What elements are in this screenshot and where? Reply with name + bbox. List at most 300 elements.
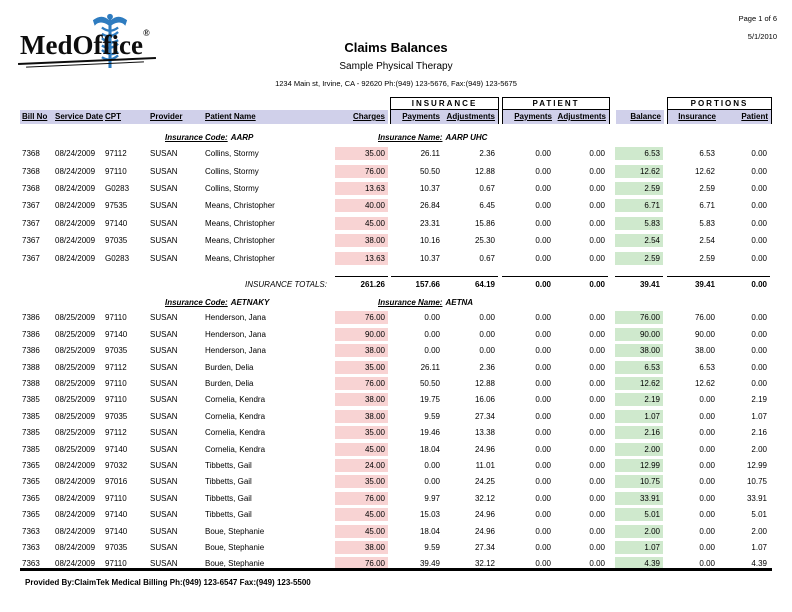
cell-pat-payments: 0.00 bbox=[535, 218, 551, 228]
cell-patient-name: Henderson, Jana bbox=[205, 313, 266, 323]
cell-portion-insurance: 90.00 bbox=[694, 329, 715, 339]
cell-cpt: G0283 bbox=[105, 183, 130, 193]
cell-patient-name: Burden, Delia bbox=[205, 378, 254, 388]
cell-pat-adjustments: 0.00 bbox=[589, 236, 605, 246]
cell-balance: 38.00 bbox=[615, 344, 663, 357]
cell-portion-patient: 0.00 bbox=[751, 378, 767, 388]
cell-pat-adjustments: 0.00 bbox=[589, 559, 605, 569]
cell-pat-payments: 0.00 bbox=[535, 510, 551, 520]
cell-charges: 45.00 bbox=[335, 217, 388, 230]
cell-bill-no: 7368 bbox=[22, 149, 40, 159]
cell-ins-payments: 0.00 bbox=[424, 329, 440, 339]
cell-charges: 35.00 bbox=[335, 147, 388, 160]
cell-pat-payments: 0.00 bbox=[535, 362, 551, 372]
cell-balance: 12.62 bbox=[615, 377, 663, 390]
cell-ins-payments: 18.04 bbox=[419, 444, 440, 454]
cell-patient-name: Cornelia, Kendra bbox=[205, 444, 266, 454]
cell-balance: 2.54 bbox=[615, 234, 663, 247]
cell-pat-adjustments: 0.00 bbox=[589, 378, 605, 388]
cell-service-date: 08/25/2009 bbox=[55, 428, 96, 438]
cell-ins-payments: 0.00 bbox=[424, 346, 440, 356]
cell-pat-payments: 0.00 bbox=[535, 395, 551, 405]
cell-ins-payments: 39.49 bbox=[419, 559, 440, 569]
insurance-code bbox=[165, 298, 269, 307]
col-header-portion-patient: Patient bbox=[719, 110, 771, 124]
cell-pat-payments: 0.00 bbox=[535, 460, 551, 470]
cell-patient-name: Means, Christopher bbox=[205, 201, 275, 211]
cell-service-date: 08/25/2009 bbox=[55, 378, 96, 388]
cell-bill-no: 7367 bbox=[22, 201, 40, 211]
cell-balance: 76.00 bbox=[615, 311, 663, 324]
col-header-ins-payments: Payments bbox=[391, 110, 443, 124]
cell-ins-payments: 0.00 bbox=[424, 313, 440, 323]
cell-pat-payments: 0.00 bbox=[535, 411, 551, 421]
cell-cpt: 97140 bbox=[105, 444, 128, 454]
cell-pat-payments: 0.00 bbox=[535, 559, 551, 569]
cell-bill-no: 7368 bbox=[22, 166, 40, 176]
cell-ins-adjustments: 24.96 bbox=[474, 444, 495, 454]
cell-charges: 76.00 bbox=[335, 311, 388, 324]
cell-provider: SUSAN bbox=[150, 526, 178, 536]
cell-cpt: 97035 bbox=[105, 542, 128, 552]
col-header-service-date: Service Date bbox=[55, 112, 104, 121]
cell-ins-adjustments: 12.88 bbox=[474, 378, 495, 388]
col-header-bill-no: Bill No bbox=[22, 112, 48, 121]
cell-patient-name: Tibbetts, Gail bbox=[205, 460, 252, 470]
cell-charges: 40.00 bbox=[335, 199, 388, 212]
cell-portion-insurance: 0.00 bbox=[699, 411, 715, 421]
insurance-code-label: Insurance Code: bbox=[165, 133, 228, 142]
cell-charges: 35.00 bbox=[335, 361, 388, 374]
table-row bbox=[20, 474, 772, 490]
cell-pat-adjustments: 0.00 bbox=[589, 183, 605, 193]
insurance-code-value: AETNAKY bbox=[230, 297, 270, 307]
cell-portion-patient: 0.00 bbox=[751, 329, 767, 339]
cell-ins-payments: 15.03 bbox=[419, 510, 440, 520]
cell-ins-payments: 23.31 bbox=[419, 218, 440, 228]
cell-balance: 10.75 bbox=[615, 475, 663, 488]
page-number: Page 1 of 6 bbox=[738, 14, 777, 23]
cell-balance: 5.01 bbox=[615, 508, 663, 521]
cell-pat-payments: 0.00 bbox=[535, 444, 551, 454]
cell-ins-payments: 50.50 bbox=[419, 378, 440, 388]
cell-charges: 24.00 bbox=[335, 459, 388, 472]
cell-patient-name: Henderson, Jana bbox=[205, 329, 266, 339]
cell-balance: 4.39 bbox=[615, 557, 663, 570]
cell-patient-name: Collins, Stormy bbox=[205, 183, 259, 193]
cell-balance: 12.99 bbox=[615, 459, 663, 472]
cell-balance: 6.53 bbox=[615, 361, 663, 374]
total-pat-adjustments: 0.00 bbox=[554, 276, 608, 289]
insurance-totals-label: INSURANCE TOTALS: bbox=[245, 279, 327, 289]
cell-provider: SUSAN bbox=[150, 510, 178, 520]
insurance-code bbox=[165, 133, 253, 142]
cell-provider: SUSAN bbox=[150, 166, 178, 176]
cell-provider: SUSAN bbox=[150, 313, 178, 323]
cell-charges: 90.00 bbox=[335, 328, 388, 341]
cell-provider: SUSAN bbox=[150, 460, 178, 470]
cell-provider: SUSAN bbox=[150, 559, 178, 569]
cell-cpt: 97140 bbox=[105, 329, 128, 339]
cell-cpt: 97035 bbox=[105, 236, 128, 246]
cell-portion-insurance: 0.00 bbox=[699, 395, 715, 405]
cell-portion-insurance: 0.00 bbox=[699, 477, 715, 487]
cell-cpt: 97110 bbox=[105, 493, 127, 503]
cell-pat-adjustments: 0.00 bbox=[589, 218, 605, 228]
table-row bbox=[20, 162, 772, 179]
cell-pat-adjustments: 0.00 bbox=[589, 395, 605, 405]
cell-provider: SUSAN bbox=[150, 493, 178, 503]
cell-patient-name: Means, Christopher bbox=[205, 218, 275, 228]
cell-portion-insurance: 6.53 bbox=[699, 149, 715, 159]
cell-pat-adjustments: 0.00 bbox=[589, 444, 605, 454]
cell-balance: 2.59 bbox=[615, 252, 663, 265]
cell-balance: 2.19 bbox=[615, 393, 663, 406]
medoffice-logo bbox=[16, 12, 166, 70]
cell-provider: SUSAN bbox=[150, 346, 178, 356]
cell-pat-payments: 0.00 bbox=[535, 542, 551, 552]
cell-patient-name: Boue, Stephanie bbox=[205, 542, 265, 552]
table-header bbox=[20, 97, 772, 124]
cell-ins-payments: 26.84 bbox=[419, 201, 440, 211]
cell-balance: 2.16 bbox=[615, 426, 663, 439]
cell-ins-adjustments: 0.00 bbox=[479, 346, 495, 356]
cell-patient-name: Tibbetts, Gail bbox=[205, 493, 252, 503]
registered-mark: ® bbox=[142, 28, 150, 38]
cell-cpt: 97110 bbox=[105, 395, 127, 405]
table-row bbox=[20, 506, 772, 522]
cell-ins-adjustments: 13.38 bbox=[474, 428, 495, 438]
cell-ins-payments: 10.37 bbox=[419, 183, 440, 193]
cell-ins-adjustments: 15.86 bbox=[474, 218, 495, 228]
cell-service-date: 08/25/2009 bbox=[55, 329, 96, 339]
cell-ins-adjustments: 12.88 bbox=[474, 166, 495, 176]
cell-charges: 35.00 bbox=[335, 475, 388, 488]
cell-pat-payments: 0.00 bbox=[535, 149, 551, 159]
footer-divider bbox=[20, 568, 772, 571]
insurance-code-label: Insurance Code: bbox=[165, 297, 228, 307]
cell-ins-payments: 18.04 bbox=[419, 526, 440, 536]
cell-pat-adjustments: 0.00 bbox=[589, 346, 605, 356]
cell-provider: SUSAN bbox=[150, 236, 178, 246]
table-row bbox=[20, 310, 772, 326]
portions-group-header bbox=[667, 97, 772, 124]
total-charges: 261.26 bbox=[335, 276, 388, 289]
total-ins-adjustments: 64.19 bbox=[443, 276, 498, 289]
cell-bill-no: 7363 bbox=[22, 559, 40, 569]
cell-service-date: 08/25/2009 bbox=[55, 444, 96, 454]
table-row bbox=[20, 523, 772, 539]
table-row bbox=[20, 424, 772, 440]
cell-provider: SUSAN bbox=[150, 218, 178, 228]
cell-provider: SUSAN bbox=[150, 428, 178, 438]
cell-pat-adjustments: 0.00 bbox=[589, 411, 605, 421]
cell-pat-payments: 0.00 bbox=[535, 201, 551, 211]
table-row bbox=[20, 326, 772, 342]
cell-ins-payments: 26.11 bbox=[420, 362, 440, 372]
cell-charges: 38.00 bbox=[335, 344, 388, 357]
cell-service-date: 08/24/2009 bbox=[55, 236, 96, 246]
cell-pat-payments: 0.00 bbox=[535, 526, 551, 536]
cell-ins-adjustments: 24.25 bbox=[474, 477, 495, 487]
practice-address: 1234 Main st, Irvine, CA - 92620 Ph:(949) 123-5676, Fax:(949) 123-5675 bbox=[275, 79, 517, 88]
patient-group-title: PATIENT bbox=[503, 98, 609, 110]
cell-provider: SUSAN bbox=[150, 411, 178, 421]
cell-portion-patient: 0.00 bbox=[751, 166, 767, 176]
cell-patient-name: Means, Christopher bbox=[205, 236, 275, 246]
cell-pat-adjustments: 0.00 bbox=[589, 510, 605, 520]
cell-charges: 38.00 bbox=[335, 410, 388, 423]
cell-cpt: 97110 bbox=[105, 378, 127, 388]
cell-cpt: 97112 bbox=[105, 428, 127, 438]
table-row bbox=[20, 249, 772, 266]
cell-portion-insurance: 2.59 bbox=[699, 183, 715, 193]
cell-patient-name: Burden, Delia bbox=[205, 362, 254, 372]
cell-pat-adjustments: 0.00 bbox=[589, 493, 605, 503]
cell-provider: SUSAN bbox=[150, 542, 178, 552]
cell-service-date: 08/25/2009 bbox=[55, 362, 96, 372]
cell-portion-insurance: 38.00 bbox=[694, 346, 715, 356]
cell-portion-insurance: 0.00 bbox=[699, 510, 715, 520]
cell-patient-name: Means, Christopher bbox=[205, 253, 275, 263]
cell-portion-patient: 2.00 bbox=[751, 444, 767, 454]
cell-service-date: 08/24/2009 bbox=[55, 149, 96, 159]
cell-ins-payments: 9.97 bbox=[424, 493, 440, 503]
cell-service-date: 08/24/2009 bbox=[55, 526, 96, 536]
table-row bbox=[20, 343, 772, 359]
cell-ins-payments: 0.00 bbox=[424, 460, 440, 470]
table-row bbox=[20, 232, 772, 249]
cell-provider: SUSAN bbox=[150, 329, 178, 339]
cell-pat-payments: 0.00 bbox=[535, 428, 551, 438]
cell-ins-adjustments: 0.67 bbox=[479, 253, 495, 263]
patient-group-header bbox=[502, 97, 610, 124]
cell-portion-insurance: 0.00 bbox=[699, 493, 715, 503]
cell-balance: 2.00 bbox=[615, 443, 663, 456]
cell-charges: 76.00 bbox=[335, 165, 388, 178]
table-row bbox=[20, 197, 772, 214]
cell-cpt: 97016 bbox=[105, 477, 128, 487]
cell-charges: 38.00 bbox=[335, 234, 388, 247]
table-row bbox=[20, 375, 772, 391]
col-header-provider: Provider bbox=[150, 112, 183, 121]
cell-pat-adjustments: 0.00 bbox=[589, 253, 605, 263]
cell-pat-adjustments: 0.00 bbox=[589, 542, 605, 552]
insurance-section-line bbox=[20, 133, 772, 145]
cell-pat-adjustments: 0.00 bbox=[589, 460, 605, 470]
total-portion-patient: 0.00 bbox=[718, 276, 770, 289]
cell-patient-name: Boue, Stephanie bbox=[205, 559, 265, 569]
cell-pat-payments: 0.00 bbox=[535, 253, 551, 263]
insurance-name-value: AARP UHC bbox=[445, 133, 488, 142]
report-table bbox=[20, 97, 772, 572]
cell-balance: 2.00 bbox=[615, 525, 663, 538]
cell-pat-payments: 0.00 bbox=[535, 493, 551, 503]
cell-pat-adjustments: 0.00 bbox=[589, 362, 605, 372]
cell-pat-adjustments: 0.00 bbox=[589, 166, 605, 176]
cell-provider: SUSAN bbox=[150, 444, 178, 454]
cell-ins-adjustments: 32.12 bbox=[474, 493, 495, 503]
cell-ins-adjustments: 0.00 bbox=[479, 329, 495, 339]
cell-ins-adjustments: 0.00 bbox=[479, 313, 495, 323]
table-row bbox=[20, 408, 772, 424]
cell-portion-patient: 0.00 bbox=[751, 149, 767, 159]
cell-service-date: 08/24/2009 bbox=[55, 510, 96, 520]
cell-bill-no: 7367 bbox=[22, 218, 40, 228]
cell-bill-no: 7386 bbox=[22, 329, 40, 339]
col-header-charges: Charges bbox=[335, 110, 388, 124]
cell-patient-name: Cornelia, Kendra bbox=[205, 428, 266, 438]
cell-cpt: G0283 bbox=[105, 253, 130, 263]
cell-ins-payments: 9.59 bbox=[424, 542, 440, 552]
cell-portion-patient: 2.19 bbox=[751, 395, 767, 405]
cell-bill-no: 7388 bbox=[22, 378, 40, 388]
insurance-section-line bbox=[20, 298, 772, 310]
col-header-pat-adjustments: Adjustments bbox=[555, 110, 609, 124]
cell-portion-patient: 0.00 bbox=[751, 313, 767, 323]
cell-ins-adjustments: 2.36 bbox=[479, 362, 495, 372]
cell-portion-patient: 0.00 bbox=[751, 183, 767, 193]
cell-balance: 6.71 bbox=[615, 199, 663, 212]
cell-pat-payments: 0.00 bbox=[535, 378, 551, 388]
cell-ins-payments: 10.37 bbox=[419, 253, 440, 263]
cell-ins-adjustments: 27.34 bbox=[474, 542, 495, 552]
cell-patient-name: Tibbetts, Gail bbox=[205, 510, 252, 520]
cell-pat-payments: 0.00 bbox=[535, 183, 551, 193]
cell-ins-payments: 0.00 bbox=[424, 477, 440, 487]
col-header-pat-payments: Payments bbox=[503, 110, 555, 124]
cell-charges: 76.00 bbox=[335, 377, 388, 390]
cell-provider: SUSAN bbox=[150, 149, 178, 159]
cell-ins-payments: 10.16 bbox=[419, 236, 440, 246]
cell-patient-name: Cornelia, Kendra bbox=[205, 395, 266, 405]
cell-portion-patient: 0.00 bbox=[751, 346, 767, 356]
cell-portion-insurance: 0.00 bbox=[699, 460, 715, 470]
cell-ins-payments: 19.75 bbox=[419, 395, 440, 405]
table-row bbox=[20, 215, 772, 232]
cell-provider: SUSAN bbox=[150, 378, 178, 388]
cell-cpt: 97140 bbox=[105, 510, 128, 520]
col-header-balance: Balance bbox=[616, 110, 664, 124]
insurance-code-value: AARP bbox=[230, 133, 254, 142]
cell-portion-patient: 1.07 bbox=[751, 411, 767, 421]
cell-portion-insurance: 6.53 bbox=[699, 362, 715, 372]
cell-portion-patient: 5.01 bbox=[751, 510, 767, 520]
col-header-portion-insurance: Insurance bbox=[668, 110, 719, 124]
report-title: Claims Balances bbox=[344, 40, 448, 55]
cell-provider: SUSAN bbox=[150, 201, 178, 211]
logo-wordmark: MedOffice® bbox=[20, 28, 150, 60]
insurance-name-value: AETNA bbox=[445, 297, 474, 307]
cell-portion-patient: 33.91 bbox=[746, 493, 767, 503]
cell-portion-insurance: 0.00 bbox=[699, 428, 715, 438]
cell-service-date: 08/24/2009 bbox=[55, 166, 96, 176]
total-portion-insurance: 39.41 bbox=[667, 276, 718, 289]
cell-portion-insurance: 0.00 bbox=[699, 542, 715, 552]
col-header-cpt: CPT bbox=[105, 112, 121, 121]
cell-bill-no: 7385 bbox=[22, 411, 40, 421]
cell-ins-adjustments: 27.34 bbox=[474, 411, 495, 421]
cell-ins-payments: 9.59 bbox=[424, 411, 440, 421]
cell-portion-patient: 1.07 bbox=[751, 542, 767, 552]
cell-cpt: 97140 bbox=[105, 218, 128, 228]
cell-service-date: 08/24/2009 bbox=[55, 218, 96, 228]
cell-charges: 38.00 bbox=[335, 393, 388, 406]
cell-provider: SUSAN bbox=[150, 477, 178, 487]
cell-bill-no: 7365 bbox=[22, 477, 40, 487]
cell-ins-adjustments: 32.12 bbox=[474, 559, 495, 569]
insurance-group-title: INSURANCE bbox=[391, 98, 498, 110]
cell-balance: 33.91 bbox=[615, 492, 663, 505]
cell-bill-no: 7386 bbox=[22, 346, 40, 356]
cell-pat-payments: 0.00 bbox=[535, 329, 551, 339]
cell-service-date: 08/25/2009 bbox=[55, 411, 96, 421]
cell-charges: 35.00 bbox=[335, 426, 388, 439]
cell-portion-insurance: 6.71 bbox=[699, 201, 715, 211]
cell-patient-name: Tibbetts, Gail bbox=[205, 477, 252, 487]
cell-charges: 13.63 bbox=[335, 252, 388, 265]
cell-bill-no: 7365 bbox=[22, 460, 40, 470]
cell-portion-patient: 2.00 bbox=[751, 526, 767, 536]
cell-bill-no: 7385 bbox=[22, 395, 40, 405]
table-row bbox=[20, 539, 772, 555]
cell-portion-patient: 0.00 bbox=[751, 201, 767, 211]
cell-charges: 76.00 bbox=[335, 557, 388, 570]
cell-service-date: 08/24/2009 bbox=[55, 253, 96, 263]
cell-portion-patient: 0.00 bbox=[751, 253, 767, 263]
cell-cpt: 97032 bbox=[105, 460, 128, 470]
cell-ins-adjustments: 0.67 bbox=[479, 183, 495, 193]
cell-bill-no: 7368 bbox=[22, 183, 40, 193]
cell-provider: SUSAN bbox=[150, 362, 178, 372]
table-row bbox=[20, 145, 772, 162]
cell-balance: 6.53 bbox=[615, 147, 663, 160]
cell-cpt: 97035 bbox=[105, 346, 128, 356]
cell-portion-patient: 0.00 bbox=[751, 218, 767, 228]
cell-pat-payments: 0.00 bbox=[535, 236, 551, 246]
cell-bill-no: 7385 bbox=[22, 428, 40, 438]
cell-cpt: 97112 bbox=[105, 362, 127, 372]
cell-charges: 45.00 bbox=[335, 508, 388, 521]
cell-pat-payments: 0.00 bbox=[535, 346, 551, 356]
portions-group-title: PORTIONS bbox=[668, 98, 771, 110]
cell-service-date: 08/24/2009 bbox=[55, 493, 96, 503]
col-header-ins-adjustments: Adjustments bbox=[443, 110, 498, 124]
cell-cpt: 97535 bbox=[105, 201, 128, 211]
cell-ins-adjustments: 25.30 bbox=[474, 236, 495, 246]
cell-portion-insurance: 2.59 bbox=[699, 253, 715, 263]
cell-cpt: 97140 bbox=[105, 526, 128, 536]
cell-portion-insurance: 12.62 bbox=[694, 378, 715, 388]
insurance-group-header bbox=[390, 97, 499, 124]
cell-portion-patient: 4.39 bbox=[751, 559, 767, 569]
cell-pat-adjustments: 0.00 bbox=[589, 329, 605, 339]
cell-bill-no: 7365 bbox=[22, 510, 40, 520]
total-ins-payments: 157.66 bbox=[391, 276, 443, 289]
table-row bbox=[20, 441, 772, 457]
cell-pat-adjustments: 0.00 bbox=[589, 428, 605, 438]
cell-cpt: 97110 bbox=[105, 559, 127, 569]
cell-portion-patient: 12.99 bbox=[746, 460, 767, 470]
insurance-name bbox=[378, 133, 487, 142]
cell-ins-adjustments: 2.36 bbox=[479, 149, 495, 159]
cell-pat-adjustments: 0.00 bbox=[589, 526, 605, 536]
cell-cpt: 97110 bbox=[105, 313, 127, 323]
cell-patient-name: Cornelia, Kendra bbox=[205, 411, 266, 421]
total-pat-payments: 0.00 bbox=[502, 276, 554, 289]
cell-bill-no: 7363 bbox=[22, 542, 40, 552]
cell-balance: 1.07 bbox=[615, 541, 663, 554]
